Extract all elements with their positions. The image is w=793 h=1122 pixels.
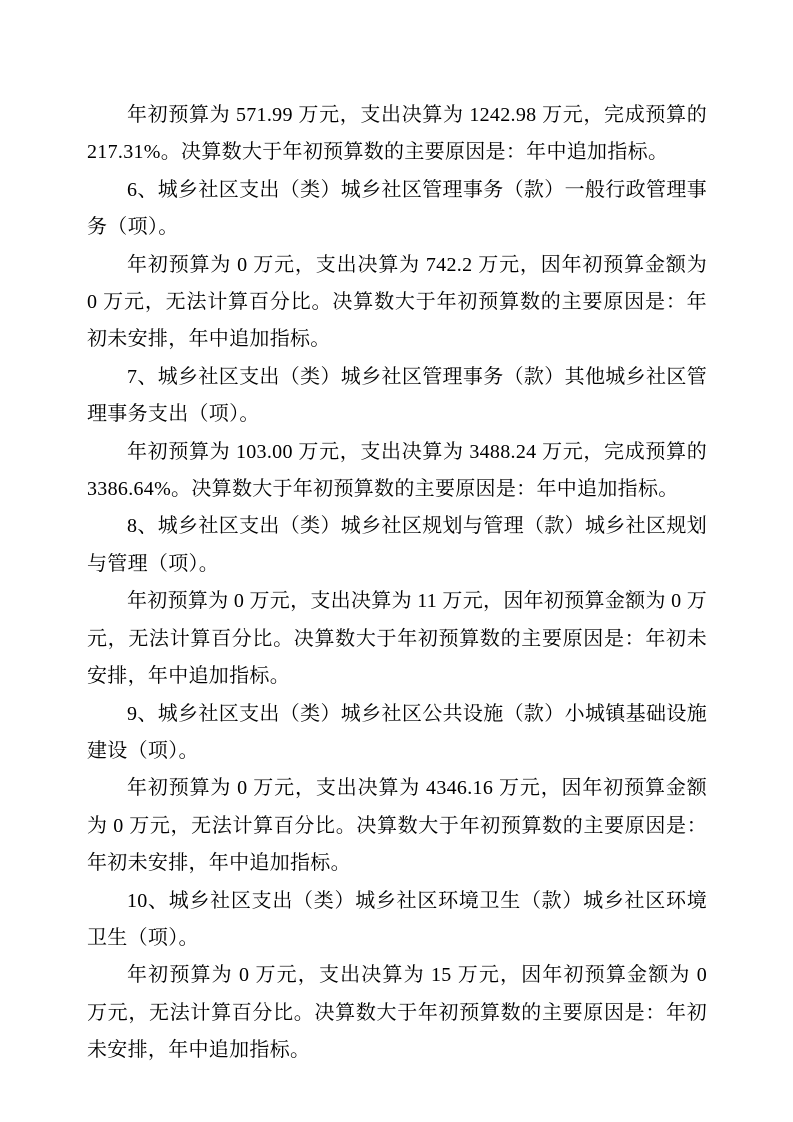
paragraph-budget-detail: 年初预算为 571.99 万元，支出决算为 1242.98 万元，完成预算的 217.31%。决算数大于年初预算数的主要原因是：年中追加指标。 bbox=[87, 104, 707, 164]
paragraph-budget-detail: 年初预算为 0 万元，支出决算为 742.2 万元，因年初预算金额为 0 万元，无法计算百分比。决算数大于年初预算数的主要原因是：年初未安排，年中追加指标。 bbox=[87, 253, 707, 351]
paragraph-budget-detail: 年初预算为 0 万元，支出决算为 11 万元，因年初预算金额为 0 万元，无法计算百分比。决算数大于年初预算数的主要原因是：年初未安排，年中追加指标。 bbox=[87, 590, 707, 688]
paragraph-item-9-heading: 9、城乡社区支出（类）城乡社区公共设施（款）小城镇基础设施建设（项）。 bbox=[87, 702, 707, 762]
paragraph-item-6-heading: 6、城乡社区支出（类）城乡社区管理事务（款）一般行政管理事务（项）。 bbox=[87, 178, 707, 239]
document-body bbox=[87, 97, 707, 1070]
paragraph-item-8-heading: 8、城乡社区支出（类）城乡社区规划与管理（款）城乡社区规划与管理（项）。 bbox=[87, 515, 707, 575]
paragraph-item-7-heading: 7、城乡社区支出（类）城乡社区管理事务（款）其他城乡社区管理事务支出（项）。 bbox=[87, 365, 707, 426]
paragraph-budget-detail: 年初预算为 0 万元，支出决算为 15 万元，因年初预算金额为 0 万元，无法计算百分比。决算数大于年初预算数的主要原因是：年初未安排，年中追加指标。 bbox=[87, 964, 707, 1062]
paragraph-item-10-heading: 10、城乡社区支出（类）城乡社区环境卫生（款）城乡社区环境卫生（项）。 bbox=[87, 889, 707, 949]
paragraph-budget-detail: 年初预算为 103.00 万元，支出决算为 3488.24 万元，完成预算的 3386.64%。决算数大于年初预算数的主要原因是：年中追加指标。 bbox=[87, 440, 707, 501]
paragraph-budget-detail: 年初预算为 0 万元，支出决算为 4346.16 万元，因年初预算金额为 0 万元，无法计算百分比。决算数大于年初预算数的主要原因是：年初未安排，年中追加指标。 bbox=[87, 777, 707, 875]
